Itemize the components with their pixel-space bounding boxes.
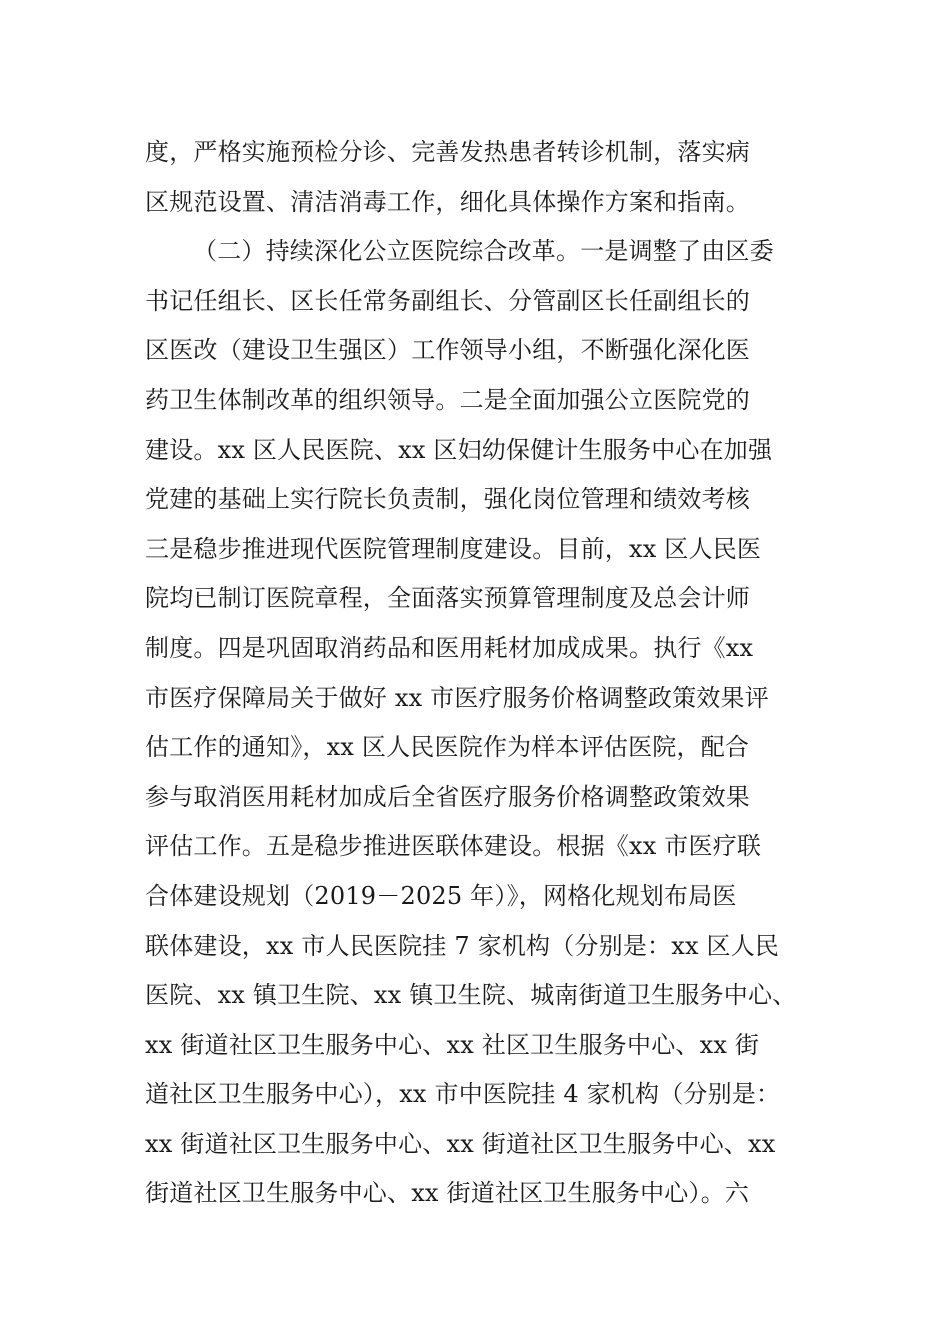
text-line: 道社区卫生服务中心），xx 市中医院挂 4 家机构（分别是： (145, 1080, 781, 1109)
text-line: 估工作的通知》，xx 区人民医院作为样本评估医院，配合 (145, 733, 750, 762)
text-line: 制度。四是巩固取消药品和医用耗材加成成果。执行《xx (145, 633, 754, 662)
text-line: 党建的基础上实行院长负责制，强化岗位管理和绩效考核 (145, 485, 750, 514)
text-line: 院均已制订医院章程，全面落实预算管理制度及总会计师 (145, 584, 750, 613)
text-line: 药卫生体制改革的组织领导。二是全面加强公立医院党的 (145, 385, 750, 414)
text-line: 街道社区卫生服务中心、xx 街道社区卫生服务中心）。六 (145, 1179, 750, 1208)
text-line: 区医改（建设卫生强区）工作领导小组，不断强化深化医 (145, 336, 750, 365)
text-line: 合体建设规划（2019－2025 年）》，网格化规划布局医 (145, 881, 737, 910)
text-line: 评估工作。五是稳步推进医联体建设。根据《xx 市医疗联 (145, 832, 762, 861)
text-line: xx 街道社区卫生服务中心、xx 街道社区卫生服务中心、xx (145, 1129, 776, 1158)
text-line: 书记任组长、区长任常务副组长、分管副区长任副组长的 (145, 286, 750, 315)
text-line: 医院、xx 镇卫生院、xx 镇卫生院、城南街道卫生服务中心、 (145, 981, 797, 1010)
text-line: 联体建设，xx 市人民医院挂 7 家机构（分别是：xx 区人民 (145, 931, 780, 960)
text-line: xx 街道社区卫生服务中心、xx 社区卫生服务中心、xx 街 (145, 1030, 760, 1059)
text-line: 市医疗保障局关于做好 xx 市医疗服务价格调整政策效果评 (145, 683, 769, 712)
paragraph-start-line: （二）持续深化公立医院综合改革。一是调整了由区委 (193, 237, 774, 266)
text-line: 区规范设置、清洁消毒工作，细化具体操作方案和指南。 (145, 187, 750, 216)
text-line: 三是稳步推进现代医院管理制度建设。目前，xx 区人民医 (145, 534, 762, 563)
text-line: 度，严格实施预检分诊、完善发热患者转诊机制，落实病 (145, 138, 750, 166)
body-text (145, 128, 825, 1219)
text-line: 参与取消医用耗材加成后全省医疗服务价格调整政策效果 (145, 782, 750, 811)
text-line: 建设。xx 区人民医院、xx 区妇幼保健计生服务中心在加强 (145, 435, 773, 464)
